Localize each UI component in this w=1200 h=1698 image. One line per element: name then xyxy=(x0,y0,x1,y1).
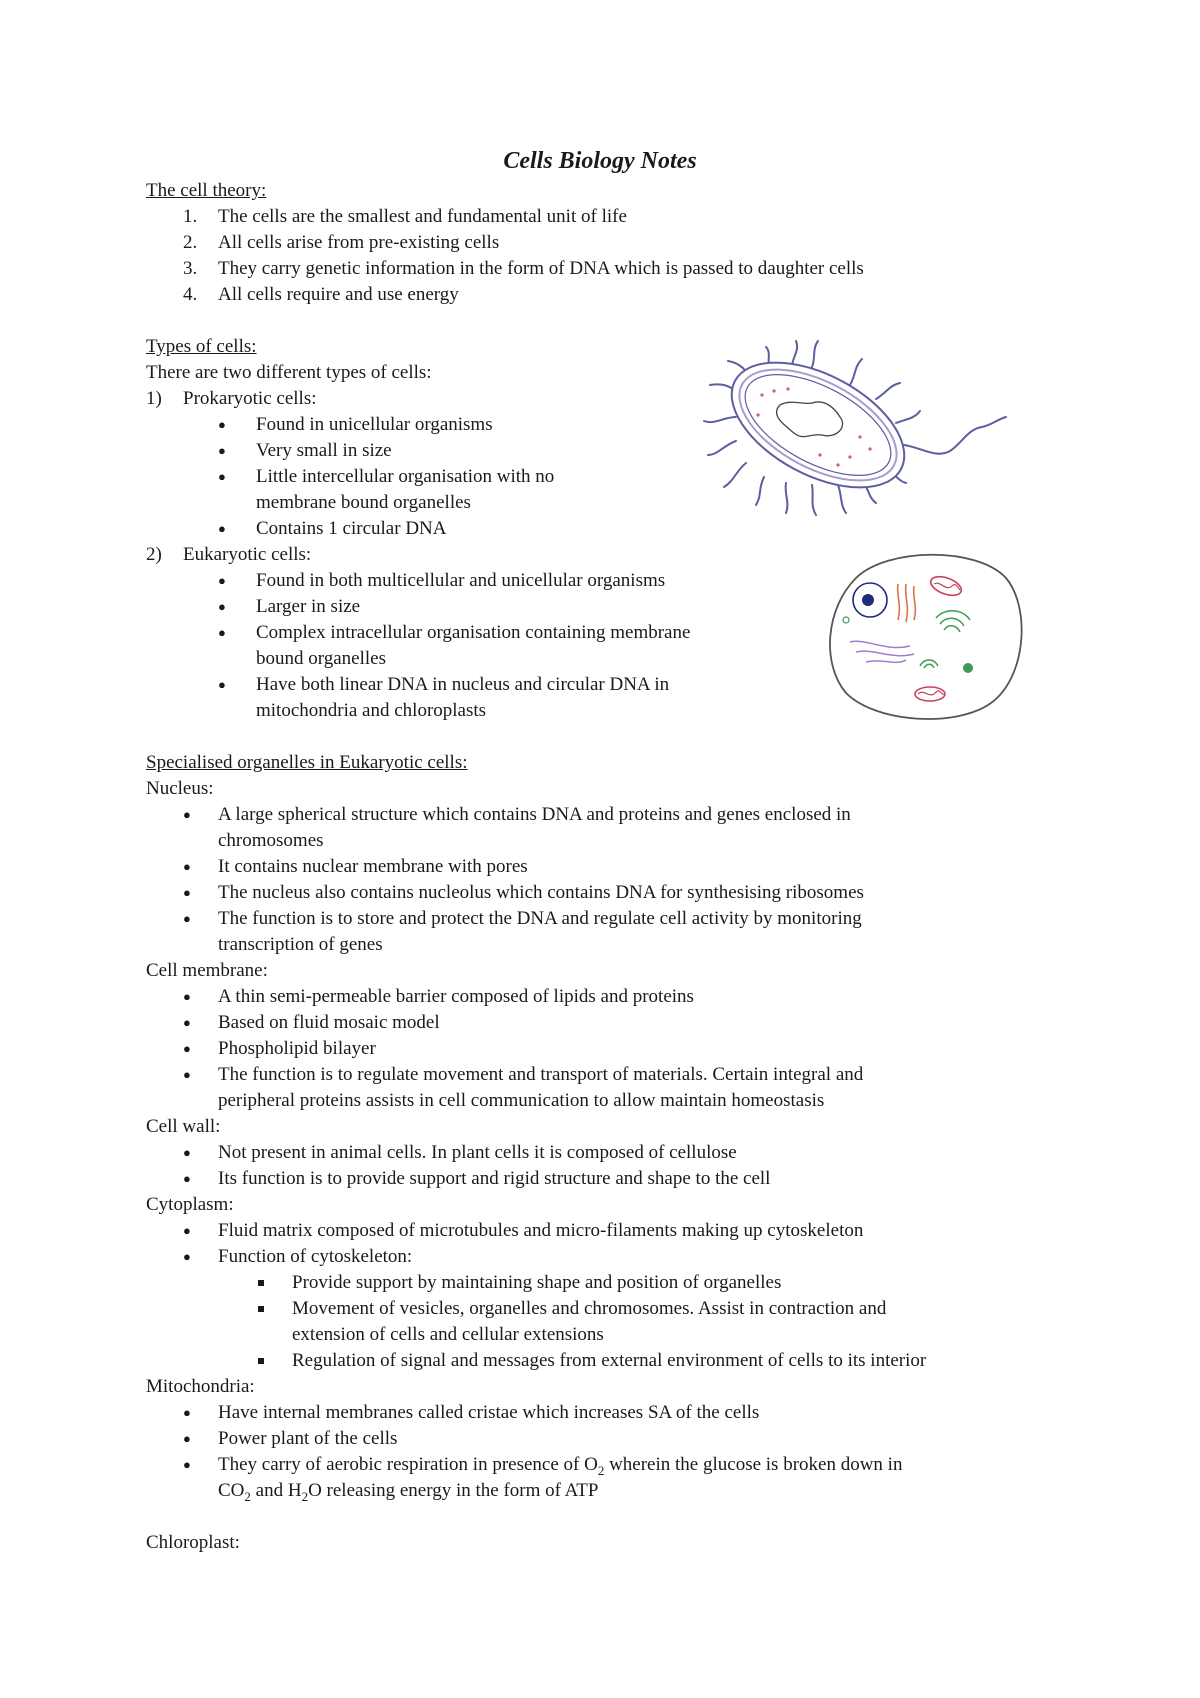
bullet-icon: ● xyxy=(183,1249,191,1264)
organelles-heading: Specialised organelles in Eukaryotic cells: xyxy=(146,752,468,773)
cell-theory-item-2: All cells arise from pre-existing cells xyxy=(218,232,500,253)
bullet-icon: ● xyxy=(183,885,191,900)
eukaryotic-point-cont: mitochondria and chloroplasts xyxy=(256,700,487,721)
bullet-icon: ● xyxy=(183,1015,191,1030)
types-heading: Types of cells: xyxy=(146,336,257,357)
eukaryotic-point: Found in both multicellular and unicellular organisms xyxy=(256,570,666,591)
membrane-label: Cell membrane: xyxy=(146,960,268,981)
bullet-icon: ● xyxy=(218,677,226,692)
prokaryotic-point: Little intercellular organisation with no xyxy=(256,466,555,487)
cell-theory-heading: The cell theory: xyxy=(146,180,267,201)
nucleus-point: The nucleus also contains nucleolus which contains DNA for synthesising ribosomes xyxy=(218,882,864,903)
membrane-point: The function is to regulate movement and transport of materials. Certain integral and xyxy=(218,1064,864,1085)
membrane-point: Based on fluid mosaic model xyxy=(218,1012,440,1033)
eukaryotic-num: 2) xyxy=(146,544,162,565)
cell-theory-num-2: 2. xyxy=(183,232,198,253)
cell-theory-item-1: The cells are the smallest and fundamental unit of life xyxy=(218,206,627,227)
mitochondria-point: Power plant of the cells xyxy=(218,1428,398,1449)
prokaryotic-point: Very small in size xyxy=(256,440,392,461)
bullet-icon: ● xyxy=(183,1223,191,1238)
bullet-icon: ● xyxy=(183,1145,191,1160)
bullet-icon: ● xyxy=(183,1171,191,1186)
prokaryotic-point: Contains 1 circular DNA xyxy=(256,518,447,539)
chloroplast-label: Chloroplast: xyxy=(146,1532,240,1553)
square-bullet-icon xyxy=(258,1306,264,1312)
mitochondria-label: Mitochondria: xyxy=(146,1376,255,1397)
bullet-icon: ● xyxy=(218,573,226,588)
nucleus-label: Nucleus: xyxy=(146,778,214,799)
bullet-icon: ● xyxy=(183,859,191,874)
bullet-icon: ● xyxy=(218,599,226,614)
nucleus-point: It contains nuclear membrane with pores xyxy=(218,856,528,877)
nucleus-point-cont: transcription of genes xyxy=(218,934,383,955)
bullet-icon: ● xyxy=(183,1457,191,1472)
bullet-icon: ● xyxy=(183,911,191,926)
bullet-icon: ● xyxy=(183,989,191,1004)
bullet-icon: ● xyxy=(183,1067,191,1082)
eukaryotic-cell-illustration xyxy=(826,548,1026,723)
bullet-icon: ● xyxy=(218,625,226,640)
prokaryotic-num: 1) xyxy=(146,388,162,409)
bullet-icon: ● xyxy=(218,417,226,432)
bullet-icon: ● xyxy=(183,1405,191,1420)
bullet-icon: ● xyxy=(183,1431,191,1446)
prokaryotic-cell-illustration xyxy=(700,345,1010,535)
bullet-icon: ● xyxy=(218,469,226,484)
cell-theory-num-3: 3. xyxy=(183,258,198,279)
prokaryotic-label: Prokaryotic cells: xyxy=(183,388,317,409)
eukaryotic-point-cont: bound organelles xyxy=(256,648,386,669)
square-bullet-icon xyxy=(258,1280,264,1286)
cytoplasm-label: Cytoplasm: xyxy=(146,1194,234,1215)
membrane-point: Phospholipid bilayer xyxy=(218,1038,376,1059)
membrane-point: A thin semi-permeable barrier composed of lipids and proteins xyxy=(218,986,694,1007)
mitochondria-respiration-point: They carry of aerobic respiration in presence of $O_2$ wherein the glucose is broken down in xyxy=(218,1454,903,1478)
nucleus-point: The function is to store and protect the DNA and regulate cell activity by monitoring xyxy=(218,908,862,929)
mitochondria-point: Have internal membranes called cristae which increases SA of the cells xyxy=(218,1402,760,1423)
cytoskeleton-subpoint: Movement of vesicles, organelles and chromosomes. Assist in contraction and xyxy=(292,1298,887,1319)
prokaryotic-point-cont: membrane bound organelles xyxy=(256,492,471,513)
bullet-icon: ● xyxy=(183,1041,191,1056)
cytoskeleton-subpoint: Regulation of signal and messages from external environment of cells to its interior xyxy=(292,1350,927,1371)
page-title: Cells Biology Notes xyxy=(503,148,697,174)
bullet-icon: ● xyxy=(218,443,226,458)
cell-theory-num-1: 1. xyxy=(183,206,198,227)
eukaryotic-point: Complex intracellular organisation containing membrane xyxy=(256,622,691,643)
bullet-icon: ● xyxy=(183,807,191,822)
bullet-icon: ● xyxy=(218,521,226,536)
wall-point: Not present in animal cells. In plant cells it is composed of cellulose xyxy=(218,1142,737,1163)
cytoplasm-point: Function of cytoskeleton: xyxy=(218,1246,413,1267)
types-intro: There are two different types of cells: xyxy=(146,362,432,383)
cytoskeleton-subpoint-cont: extension of cells and cellular extensions xyxy=(292,1324,604,1345)
cell-theory-item-3: They carry genetic information in the form of DNA which is passed to daughter cells xyxy=(218,258,864,279)
wall-label: Cell wall: xyxy=(146,1116,221,1137)
prokaryotic-point: Found in unicellular organisms xyxy=(256,414,493,435)
nucleus-point-cont: chromosomes xyxy=(218,830,324,851)
cytoskeleton-subpoint: Provide support by maintaining shape and position of organelles xyxy=(292,1272,782,1293)
cell-theory-num-4: 4. xyxy=(183,284,198,305)
mitochondria-respiration-cont: $CO_2$ and $H_2O$ releasing energy in the form of ATP xyxy=(218,1480,599,1504)
cytoplasm-point: Fluid matrix composed of microtubules and micro-filaments making up cytoskeleton xyxy=(218,1220,864,1241)
cell-theory-item-4: All cells require and use energy xyxy=(218,284,459,305)
eukaryotic-label: Eukaryotic cells: xyxy=(183,544,312,565)
wall-point: Its function is to provide support and rigid structure and shape to the cell xyxy=(218,1168,771,1189)
eukaryotic-point: Have both linear DNA in nucleus and circular DNA in xyxy=(256,674,670,695)
eukaryotic-point: Larger in size xyxy=(256,596,361,617)
nucleus-point: A large spherical structure which contains DNA and proteins and genes enclosed in xyxy=(218,804,851,825)
square-bullet-icon xyxy=(258,1358,264,1364)
membrane-point-cont: peripheral proteins assists in cell communication to allow maintain homeostasis xyxy=(218,1090,825,1111)
